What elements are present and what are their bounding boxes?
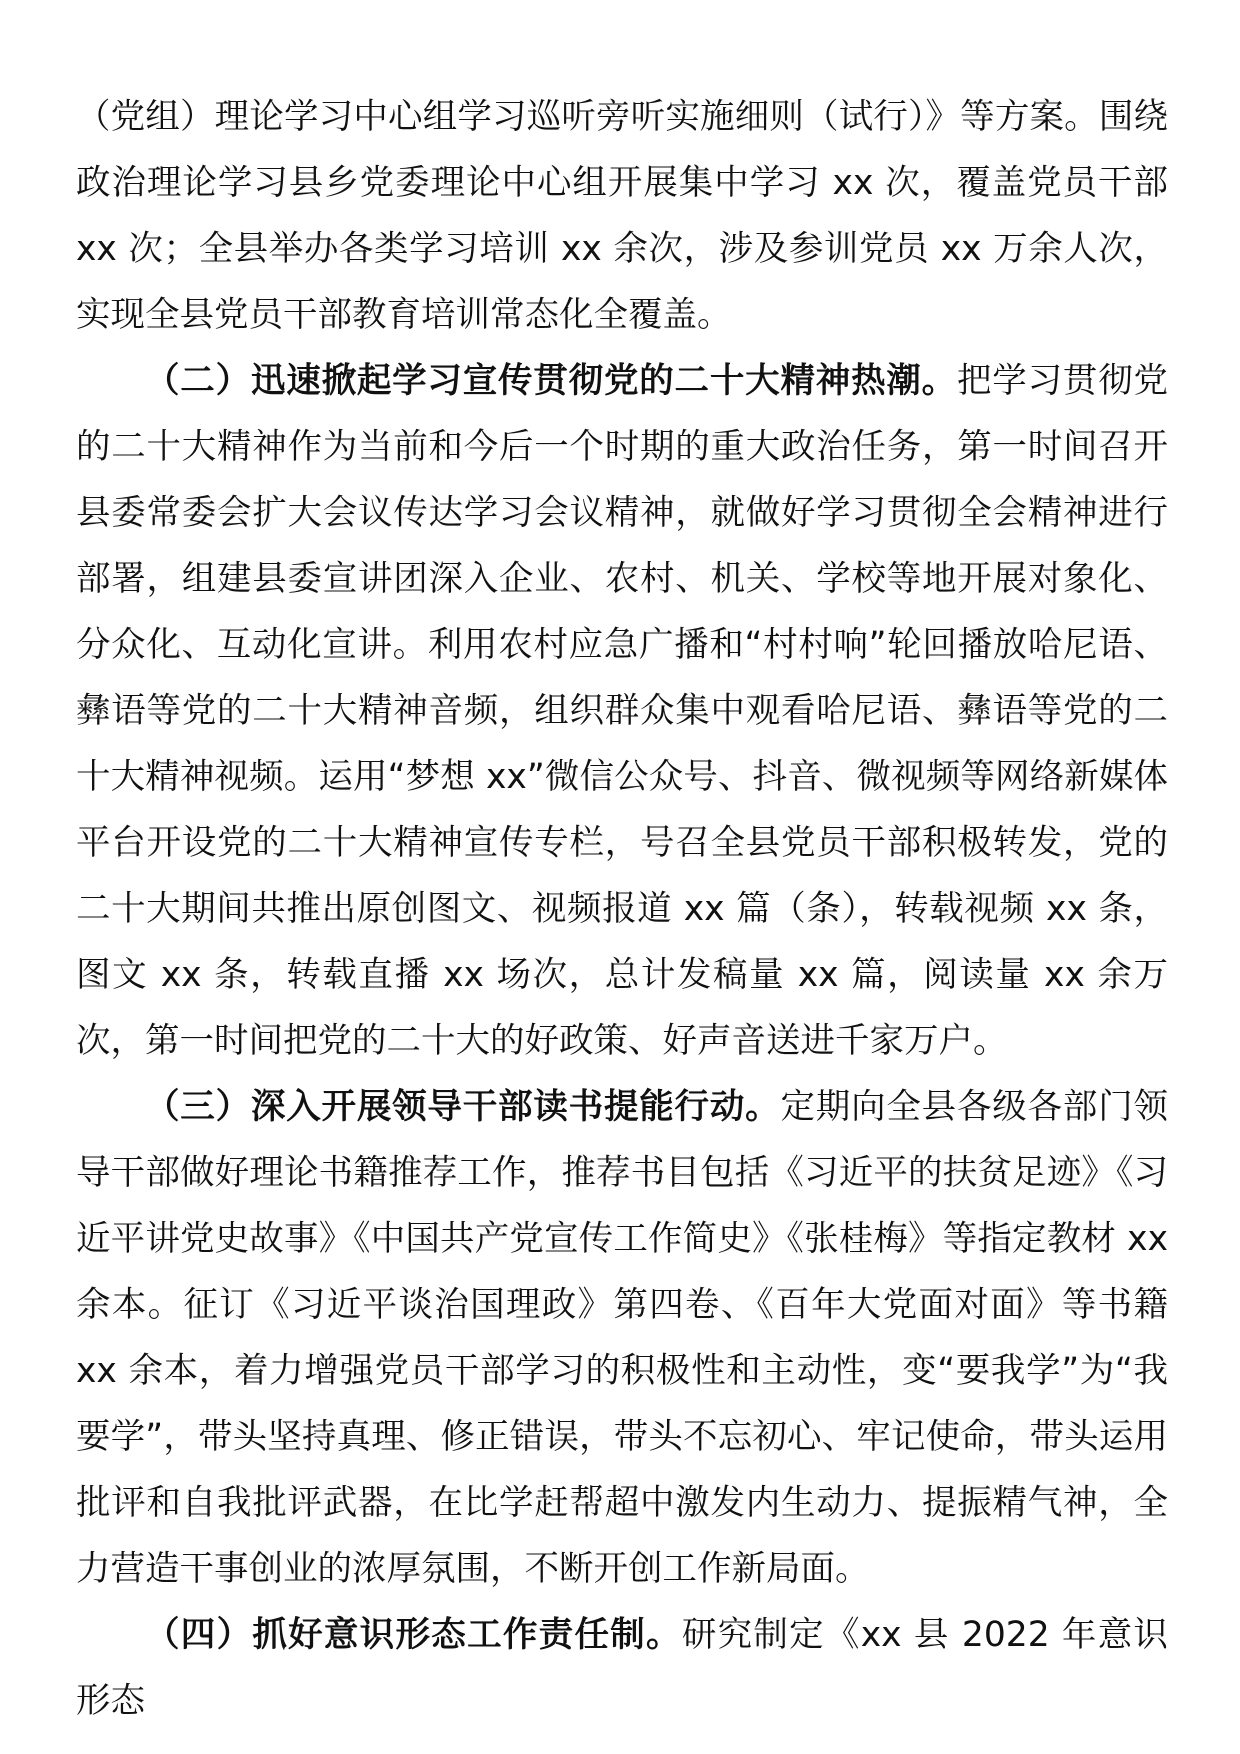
paragraph-continuation xyxy=(76,84,1168,348)
section-heading: （三）深入开展领导干部读书提能行动。 xyxy=(145,1087,781,1127)
paragraph-section-3 xyxy=(76,1074,1168,1602)
paragraph-body: 把学习贯彻党的二十大精神作为当前和今后一个时期的重大政治任务，第一时间召开县委常委会扩大会议传达学习会议精神，就做好学习贯彻全会精神进行部署，组建县委宣讲团深入企业、农村、机关、学校等地开展对象化、分众化、互动化宣讲。利用农村应急广播和“村村响”轮回播放哈尼语、彝语等党的二十大精神音频，组织群众集中观看哈尼语、彝语等党的二十大精神视频。运用“梦想 xx”微信公众号、抖音、微视频等网络新媒体平台开设党的二十大精神宣传专栏，号召全县党员干部积极转发，党的二十大期间共推出原创图文、视频报道 xx 篇（条），转载视频 xx 条，图文 xx 条，转载直播 xx 场次，总计发稿量 xx 篇，阅读量 xx 余万次，第一时间把党的二十大的好政策、好声音送进千家万户。 xyxy=(76,361,1169,1061)
paragraph-section-4 xyxy=(76,1602,1168,1734)
paragraph-body: 定期向全县各级各部门领导干部做好理论书籍推荐工作，推荐书目包括《习近平的扶贫足迹》《习近平讲党史故事》《中国共产党宣传工作简史》《张桂梅》等指定教材 xx 余本。征订《习近平谈治国理政》第四卷、《百年大党面对面》等书籍 xx 余本，着力增强党员干部学习的积极性和主动性，变“要我学”为“我要学”，带头坚持真理、修正错误，带头不忘初心、牢记使命，带头运用批评和自我批评武器，在比学赶帮超中激发内生动力、提振精气神，全力营造干事创业的浓厚氛围，不断开创工作新局面。 xyxy=(76,1087,1169,1589)
paragraph-body: （党组）理论学习中心组学习巡听旁听实施细则（试行）》等方案。围绕政治理论学习县乡党委理论中心组开展集中学习 xx 次，覆盖党员干部 xx 次；全县举办各类学习培训 xx 余次，涉及参训党员 xx 万余人次，实现全县党员干部教育培训常态化全覆盖。 xyxy=(76,97,1168,335)
paragraph-body: 研究制定《xx 县 2022 年意识形态 xyxy=(76,1615,1168,1721)
section-heading: （四）抓好意识形态工作责任制。 xyxy=(145,1615,682,1655)
paragraph-section-2 xyxy=(76,348,1168,1074)
section-heading: （二）迅速掀起学习宣传贯彻党的二十大精神热潮。 xyxy=(145,361,957,401)
document-page xyxy=(76,84,1168,1734)
